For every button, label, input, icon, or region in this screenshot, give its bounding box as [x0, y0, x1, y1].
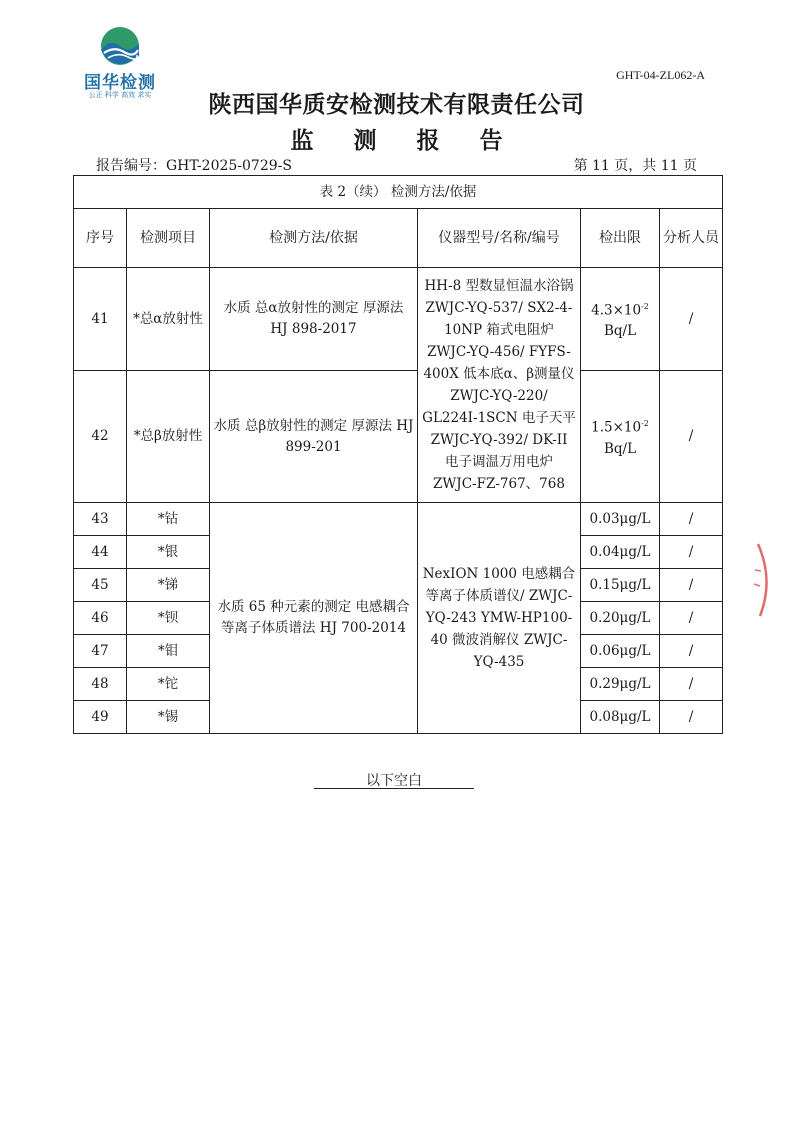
table-row — [74, 268, 723, 371]
cell-item: *总β放射性 — [127, 371, 210, 503]
cell-no: 46 — [74, 602, 127, 635]
cell-no: 45 — [74, 569, 127, 602]
header-item: 检测项目 — [127, 209, 210, 268]
table-row — [74, 371, 723, 503]
limit-base: 4.3×10 — [591, 302, 642, 319]
report-title: 监 测 报 告 — [290, 128, 519, 154]
table-caption-row — [74, 176, 723, 209]
cell-analyst: / — [660, 602, 723, 635]
cell-analyst: / — [660, 668, 723, 701]
limit-base: 1.5×10 — [591, 419, 642, 436]
cell-limit: 0.15μg/L — [581, 569, 660, 602]
cell-no: 48 — [74, 668, 127, 701]
cell-method-elements: 水质 65 种元素的测定 电感耦合等离子体质谱法 HJ 700-2014 — [210, 503, 418, 734]
cell-analyst: / — [660, 569, 723, 602]
table-row — [74, 503, 723, 536]
cell-limit — [581, 371, 660, 503]
cell-analyst: / — [660, 268, 723, 371]
cell-instrument-elements: NexION 1000 电感耦合等离子体质谱仪/ ZWJC-YQ-243 YMW-HP100-40 微波消解仪 ZWJC-YQ-435 — [418, 503, 581, 734]
cell-no: 43 — [74, 503, 127, 536]
header-limit: 检出限 — [581, 209, 660, 268]
company-name: 陕西国华质安检测技术有限责任公司 — [208, 92, 585, 118]
cell-item: *钡 — [127, 602, 210, 635]
header-analyst: 分析人员 — [660, 209, 723, 268]
logo-name: 国华检测 — [84, 73, 156, 93]
limit-unit: Bq/L — [603, 440, 637, 457]
logo-wave-icon — [90, 26, 150, 68]
cell-analyst: / — [660, 701, 723, 734]
cell-no: 42 — [74, 371, 127, 503]
cell-analyst: / — [660, 503, 723, 536]
cell-limit — [581, 268, 660, 371]
table-caption: 表 2（续） 检测方法/依据 — [74, 176, 723, 209]
limit-unit: Bq/L — [603, 323, 637, 340]
cell-analyst: / — [660, 536, 723, 569]
method-table-container — [73, 175, 722, 734]
doc-code: GHT-04-ZL062-A — [616, 68, 705, 82]
cell-method: 水质 总β放射性的测定 厚源法 HJ 899-201 — [210, 371, 418, 503]
cell-no: 49 — [74, 701, 127, 734]
logo-slogan: 公正 科学 高效 求实 — [88, 91, 152, 99]
report-number: 报告编号：GHT-2025-0729-S — [96, 158, 292, 174]
cell-item: *钴 — [127, 503, 210, 536]
header-method: 检测方法/依据 — [210, 209, 418, 268]
cell-limit: 0.29μg/L — [581, 668, 660, 701]
cell-item: *总α放射性 — [127, 268, 210, 371]
cell-item: *钼 — [127, 635, 210, 668]
header-no: 序号 — [74, 209, 127, 268]
cell-analyst: / — [660, 635, 723, 668]
cell-limit: 0.08μg/L — [581, 701, 660, 734]
cell-instrument-radiation: HH-8 型数显恒温水浴锅 ZWJC-YQ-537/ SX2-4-10NP 箱式电阻炉 ZWJC-YQ-456/ FYFS-400X 低本底α、β测量仪 ZWJC-YQ-220/ GL224I-1SCN 电子天平 ZWJC-YQ-392/ DK-II 电子调温万用电炉 ZWJC-FZ-767、768 — [418, 268, 581, 503]
cell-limit: 0.04μg/L — [581, 536, 660, 569]
page-indicator: 第 11 页，共 11 页 — [573, 158, 697, 174]
cell-item: *铊 — [127, 668, 210, 701]
cell-limit: 0.06μg/L — [581, 635, 660, 668]
cell-item: *锡 — [127, 701, 210, 734]
seal-stamp-fragment — [752, 540, 782, 620]
cell-item: *锑 — [127, 569, 210, 602]
cell-limit: 0.03μg/L — [581, 503, 660, 536]
cell-method: 水质 总α放射性的测定 厚源法 HJ 898-2017 — [210, 268, 418, 371]
table-header-row — [74, 209, 723, 268]
limit-exponent: -2 — [641, 419, 649, 429]
limit-exponent: -2 — [641, 301, 649, 311]
cell-no: 44 — [74, 536, 127, 569]
method-table — [73, 175, 723, 734]
cell-no: 41 — [74, 268, 127, 371]
cell-item: *银 — [127, 536, 210, 569]
footer-underline — [314, 788, 474, 789]
cell-no: 47 — [74, 635, 127, 668]
cell-limit: 0.20μg/L — [581, 602, 660, 635]
header-instrument: 仪器型号/名称/编号 — [418, 209, 581, 268]
blank-below-note: 以下空白 — [366, 773, 422, 789]
cell-analyst: / — [660, 371, 723, 503]
